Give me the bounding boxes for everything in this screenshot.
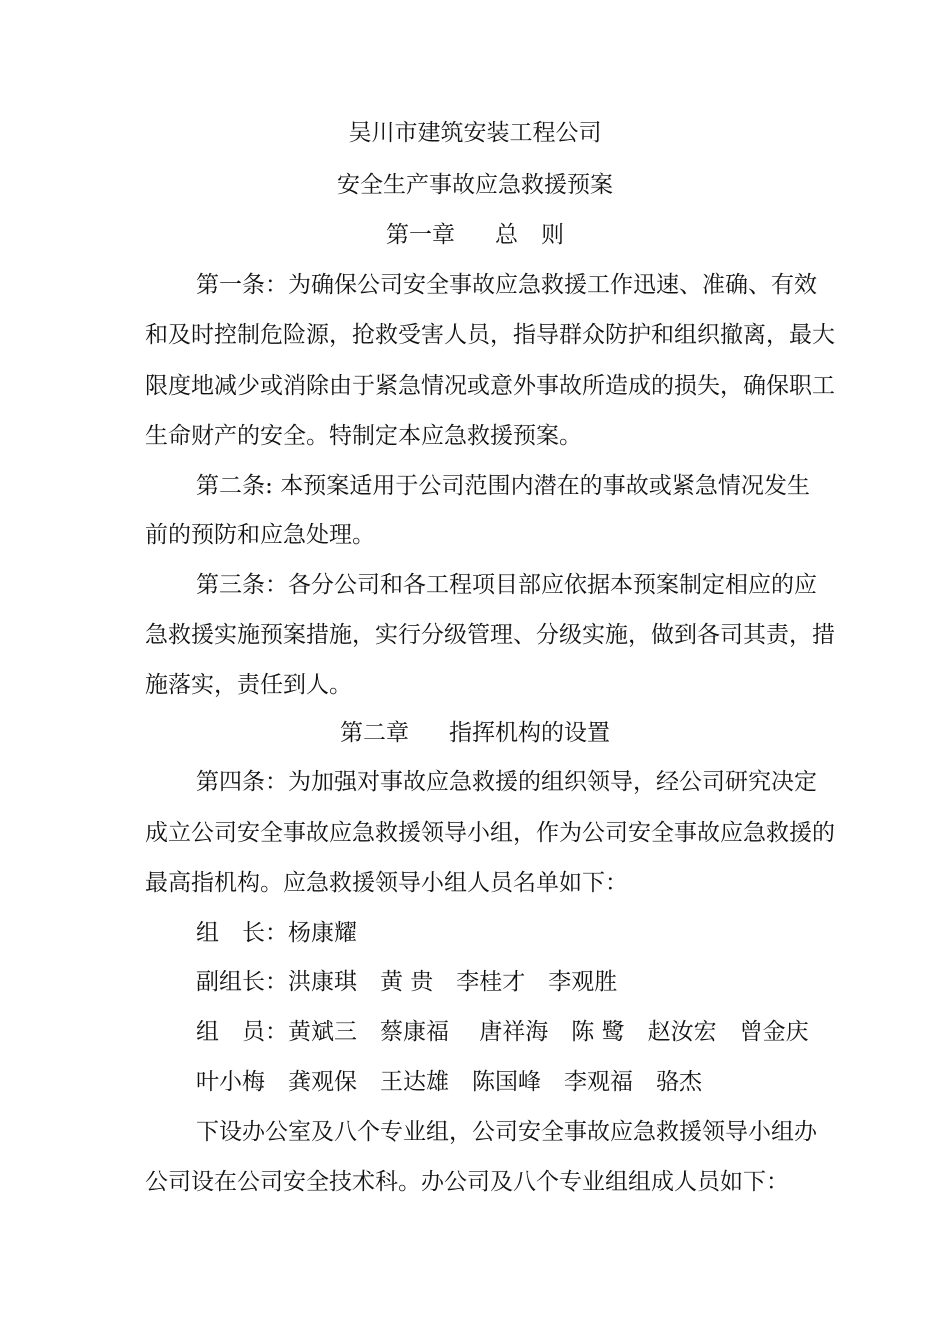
article-1-line-2: 和及时控制危险源，抢救受害人员，指导群众防护和组织撤离，最大 [145, 322, 835, 348]
article-3-line-3: 施落实，责任到人。 [145, 672, 352, 698]
article-2-line-1: 第二条: 本预案适用于公司范围内潜在的事故或紧急情况发生 [196, 473, 810, 499]
article-4-line-1: 第四条：为加强对事故应急救援的组织领导，经公司研究决定 [196, 769, 817, 795]
article-1-line-4: 生命财产的安全。特制定本应急救援预案。 [145, 423, 582, 449]
article-4-line-3: 最高指机构。应急救援领导小组人员名单如下： [145, 870, 628, 896]
article-4-line-2: 成立公司安全事故应急救援领导小组，作为公司安全事故应急救援的 [145, 820, 835, 846]
chapter-1-heading [0, 220, 950, 250]
chapter-1-number: 第一章 [386, 222, 455, 248]
chapter-2-heading [0, 718, 950, 748]
chapter-2-number: 第二章 [340, 720, 409, 746]
article-2-line-2: 前的预防和应急处理。 [145, 522, 375, 548]
article-3-line-1: 第三条：各分公司和各工程项目部应依据本预案制定相应的应 [196, 572, 817, 598]
chapter-2-name: 指挥机构的设置 [449, 720, 610, 746]
deputy-line: 副组长：洪康琪 黄 贵 李桂才 李观胜 [196, 969, 618, 995]
chapter-1-name: 总 则 [495, 222, 564, 248]
office-line-2: 公司设在公司安全技术科。办公司及八个专业组组成人员如下： [145, 1169, 789, 1195]
leader-line: 组 长：杨康耀 [196, 920, 357, 946]
office-line-1: 下设办公室及八个专业组，公司安全事故应急救援领导小组办 [196, 1119, 817, 1145]
article-1-line-3: 限度地减少或消除由于紧急情况或意外事故所造成的损失，确保职工 [145, 373, 835, 399]
article-3-line-2: 急救援实施预案措施，实行分级管理、分级实施，做到各司其责，措 [145, 622, 835, 648]
members-line-1: 组 员：黄斌三 蔡康福 唐祥海 陈 鹭 赵汝宏 曾金庆 [196, 1019, 809, 1045]
company-name: 吴川市建筑安装工程公司 [348, 120, 602, 146]
members-line-2: 叶小梅 龚观保 王达雄 陈国峰 李观福 骆杰 [196, 1069, 702, 1095]
article-1-line-1: 第一条：为确保公司安全事故应急救援工作迅速、准确、有效 [196, 272, 817, 298]
document-title: 安全生产事故应急救援预案 [337, 172, 613, 198]
